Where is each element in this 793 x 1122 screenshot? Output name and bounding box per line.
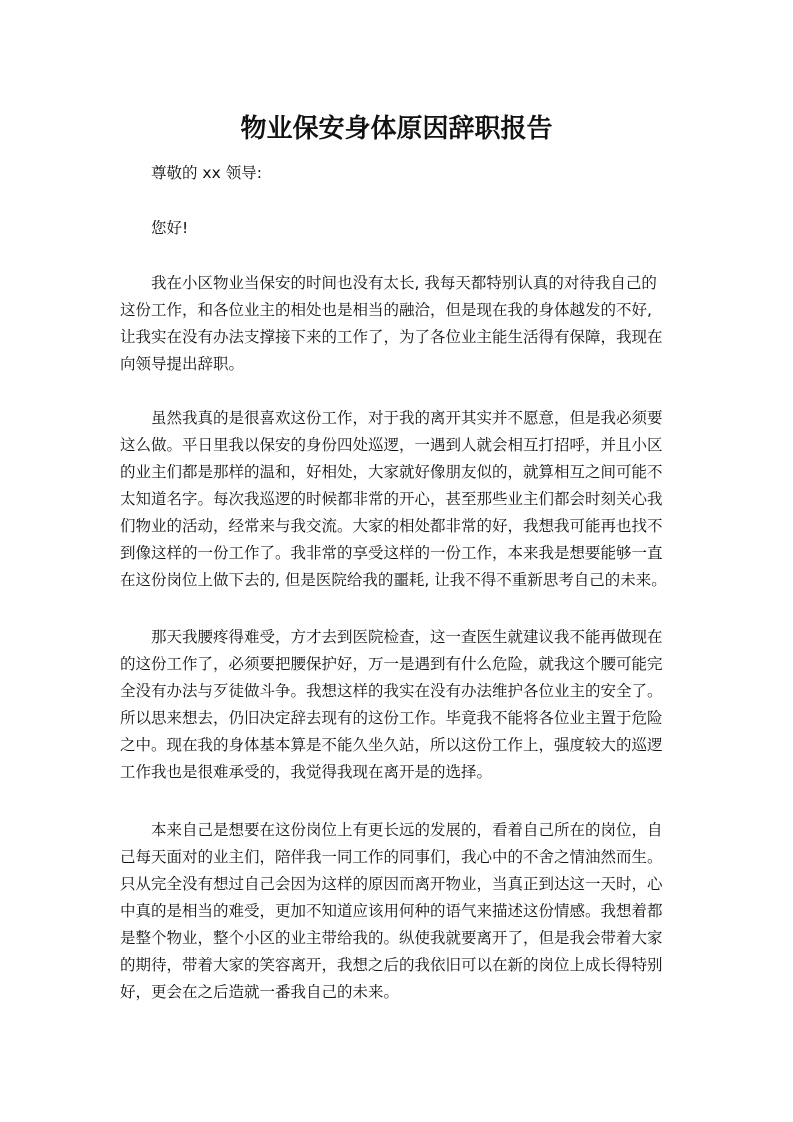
paragraph-1-line-4: 向领导提出辞职。 [120, 355, 245, 373]
paragraph-3-line-6: 工作我也是很难承受的，我觉得我现在离开是的选择。 [120, 763, 493, 781]
paragraph-4-line-7: 好，更会在之后造就一番我自己的未来。 [120, 983, 400, 1001]
paragraph-3-line-1: 那天我腰疼得难受，方才去到医院检查，这一查医生就建议我不能再做现在 [151, 628, 663, 646]
paragraph-3-line-4: 所以思来想去，仍旧决定辞去现有的这份工作。毕竟我不能将各位业主置于危险 [120, 709, 663, 727]
document-title: 物业保安身体原因辞职报告 [240, 114, 553, 144]
paragraph-3-line-5: 之中。现在我的身体基本算是不能久坐久站，所以这份工作上，强度较大的巡逻 [120, 736, 663, 754]
paragraph-1-line-1: 我在小区物业当保安的时间也没有太长, 我每天都特别认真的对待我自己的 [151, 274, 657, 292]
paragraph-4-line-3: 只从完全没有想过自己会因为这样的原因而离开物业，当真正到达这一天时，心 [120, 875, 663, 893]
paragraph-3-line-3: 全没有办法与歹徒做斗争。我想这样的我实在没有办法维护各位业主的安全了。 [120, 682, 663, 700]
paragraph-2-line-4: 太知道名字。每次我巡逻的时候都非常的开心，甚至那些业主们都会时刻关心我 [120, 490, 663, 508]
paragraph-1-line-2: 这份工作，和各位业主的相处也是相当的融洽，但是现在我的身体越发的不好, [120, 301, 652, 319]
paragraph-2-line-7: 在这份岗位上做下去的, 但是医院给我的噩耗, 让我不得不重新思考自己的未来。 [120, 571, 667, 589]
paragraph-3-line-2: 的这份工作了，必须要把腰保护好，万一是遇到有什么危险，就我这个腰可能完 [120, 655, 663, 673]
paragraph-4-line-4: 中真的是相当的难受，更加不知道应该用何种的语气来描述这份情感。我想着都 [120, 902, 663, 920]
paragraph-2-line-3: 的业主们都是那样的温和，好相处，大家就好像朋友似的，就算相互之间可能不 [120, 463, 663, 481]
paragraph-2-line-5: 们物业的活动，经常来与我交流。大家的相处都非常的好，我想我可能再也找不 [120, 517, 663, 535]
paragraph-4-line-1: 本来自己是想要在这份岗位上有更长远的发展的，看着自己所在的岗位，自 [151, 821, 663, 839]
paragraph-2-line-2: 这么做。平日里我以保安的身份四处巡逻，一遇到人就会相互打招呼，并且小区 [120, 436, 663, 454]
salutation-line: 您好! [151, 219, 189, 237]
paragraph-4-line-2: 己每天面对的业主们，陪伴我一同工作的同事们，我心中的不舍之情油然而生。 [120, 848, 663, 866]
paragraph-1-line-3: 让我实在没有办法支撑接下来的工作了，为了各位业主能生活得有保障，我现在 [120, 328, 663, 346]
paragraph-4-line-6: 的期待，带着大家的笑容离开，我想之后的我依旧可以在新的岗位上成长得特别 [120, 956, 663, 974]
greeting-line: 尊敬的 xx 领导: [151, 164, 262, 182]
paragraph-2-line-1: 虽然我真的是很喜欢这份工作，对于我的离开其实并不愿意，但是我必须要 [151, 409, 663, 427]
paragraph-2-line-6: 到像这样的一份工作了。我非常的享受这样的一份工作，本来我是想要能够一直 [120, 544, 663, 562]
paragraph-4-line-5: 是整个物业，整个小区的业主带给我的。纵使我就要离开了，但是我会带着大家 [120, 929, 663, 947]
